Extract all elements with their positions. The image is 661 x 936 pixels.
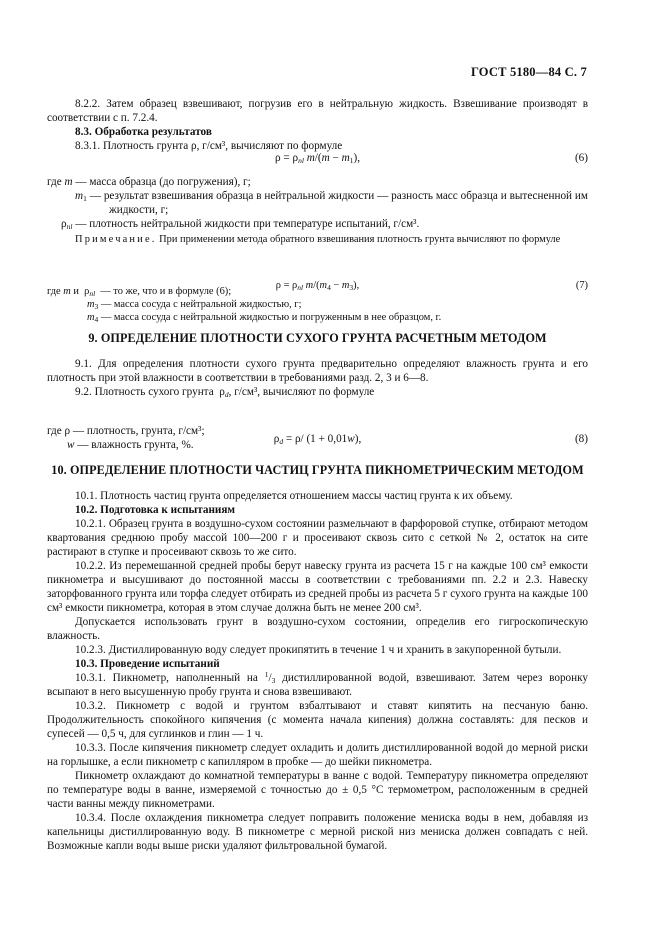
section-9-title: 9. ОПРЕДЕЛЕНИЕ ПЛОТНОСТИ СУХОГО ГРУНТА РАСЧЕТНЫМ МЕТОДОМ [88, 331, 547, 345]
heading-10-3: 10.3. Проведение испытаний [75, 658, 220, 670]
paragraph-10-3-3-b: Пикнометр охлаждают до комнатной температуры в ванне с водой. Температуру пикнометра определяют по температуре воды в ванне, измеряемой с точностью до ± 0,5 °С термометром, расположенным в средней части ванны между пикнометрами. [47, 770, 588, 810]
note [47, 233, 588, 246]
definition-m: где m — масса образца (до погружения), г; [47, 176, 251, 188]
paragraph-10-3-4: 10.3.4. После охлаждения пикнометра следует поправить положение мениска воды в нем, добавляя из капельницы дистиллированную воду. В пикнометре с мерной риской низ мениска должен совпадать с ней. Возможные капли воды выше риски удаляют фильтровальной бумагой. [47, 812, 588, 852]
definition-m1: $m_1$ — результат взвешивания образца в нейтральной жидкости — разность масс образца и вытесненной им жидкости, г; [75, 190, 588, 216]
formula-7-number: (7) [575, 280, 588, 291]
paragraph-10-2-2-b: Допускается использовать грунт в воздушно-сухом состоянии, определив его гигроскопическую влажность. [47, 616, 588, 642]
paragraph-9-2: 9.2. Плотность сухого грунта $\rho_d$, г/см³, вычисляют по формуле [75, 386, 375, 399]
paragraph-8-3-1: 8.3.1. Плотность грунта ρ, г/см³, вычисляют по формуле [75, 140, 343, 152]
definition-m3: $m_3$ — масса сосуда с нейтральной жидкостью, г; [87, 299, 302, 311]
section-9-body [47, 357, 588, 399]
section-10-body [47, 489, 588, 853]
formula-7-definitions [47, 285, 588, 324]
formula-8-expression: $\rho_d = \rho/$ (1 + 0,01w), [273, 433, 362, 446]
paragraph-10-2-2: 10.2.2. Из перемешанной средней пробы берут навеску грунта из расчета 15 г на каждые 100 см³ емкости пикнометра и высушивают до постоянной массы в соответствии с требованиями пп. 2.2 и 2.3. Навеску заторфованного грунта или торфа следует отбирать из средней пробы из расчета 5 г сухого грунта на каждые 100 см³ емкости пикнометра, которая в этом случае должна быть не менее 200 см³. [47, 560, 588, 614]
paragraph-10-1: 10.1. Плотность частиц грунта определяется отношением массы частиц грунта к их объему. [75, 490, 513, 502]
section-8-continued [47, 97, 588, 153]
paragraph-9-1: 9.1. Для определения плотности сухого грунта предварительно определяют влажность грунта и его плотность при этой влажности в соответствии в требованиями разд. 2, 3 и 6—8. [47, 358, 588, 384]
note-text: При применении метода обратного взвешивания плотность грунта вычисляют по формуле [159, 234, 561, 245]
paragraph-10-3-1: 10.3.1. Пикнометр, наполненный на $^1/_3$ дистиллированной водой, взвешивают. Затем через воронку всыпают в него высушенную пробу грунта и снова взвешивают. [47, 670, 588, 698]
definition-m-rho: где m и $\rho_{nl}$ — то же, что и в формуле (6); [47, 286, 232, 298]
paragraph-10-3-2: 10.3.2. Пикнометр с водой и грунтом взбалтывают и ставят кипятить на песчаную баню. Продолжительность спокойного кипячения (с момента начала кипения) должна составлять: для песков и супесей — 0,5 ч, для суглинков и глин — 1 ч. [47, 700, 588, 740]
note-label: Примечание. [75, 234, 157, 245]
running-header: ГОСТ 5180—84 С. 7 [470, 65, 587, 79]
formula-6-definitions [47, 175, 588, 231]
formula-8-number: (8) [574, 433, 588, 445]
paragraph-10-2-3: 10.2.3. Дистиллированную воду следует прокипятить в течение 1 ч и хранить в закупоренной бутыли. [75, 644, 562, 656]
paragraph-10-2-1: 10.2.1. Образец грунта в воздушно-сухом состоянии размельчают в фарфоровой ступке, отбирают методом квартования среднюю пробу массой 100—200 г и просеивают сквозь сито с сеткой № 2, остаток на сите растирают в ступке и просеивают сквозь то же сито. [47, 518, 588, 558]
paragraph-10-3-3: 10.3.3. После кипячения пикнометр следует охладить и долить дистиллированной водой до мерной риски на горлышке, а если пикнометр с капилляром в пробке — до шейки пикнометра. [47, 742, 588, 768]
definition-rho-nl: $\rho_{nl}$ — плотность нейтральной жидкости при температуре испытаний, г/см³. [61, 218, 420, 231]
definition-rho: где ρ — плотность, грунта, г/см³; [47, 425, 205, 437]
formula-6 [47, 151, 588, 167]
paragraph-8-2-2: 8.2.2. Затем образец взвешивают, погрузив его в нейтральную жидкость. Взвешивание производят в соответствии с п. 7.2.4. [47, 98, 588, 124]
formula-6-number: (6) [574, 152, 588, 164]
formula-7-expression: $\rho = \rho_{nl}$ $m/(m_4 - m_3)$, [275, 280, 360, 292]
heading-8-3: 8.3. Обработка результатов [75, 126, 212, 138]
definition-w: w — влажность грунта, %. [67, 439, 194, 451]
heading-10-2: 10.2. Подготовка к испытаниям [75, 504, 236, 516]
definition-m4: $m_4$ — масса сосуда с нейтральной жидкостью и погруженным в нее образцом, г. [87, 312, 442, 324]
formula-6-expression: $\rho = \rho_{nl}$ $m/(m - m_1)$, [274, 152, 361, 165]
formula-8-definitions [47, 424, 588, 452]
section-10-title: 10. ОПРЕДЕЛЕНИЕ ПЛОТНОСТИ ЧАСТИЦ ГРУНТА ПИКНОМЕТРИЧЕСКИМ МЕТОДОМ [51, 463, 584, 477]
